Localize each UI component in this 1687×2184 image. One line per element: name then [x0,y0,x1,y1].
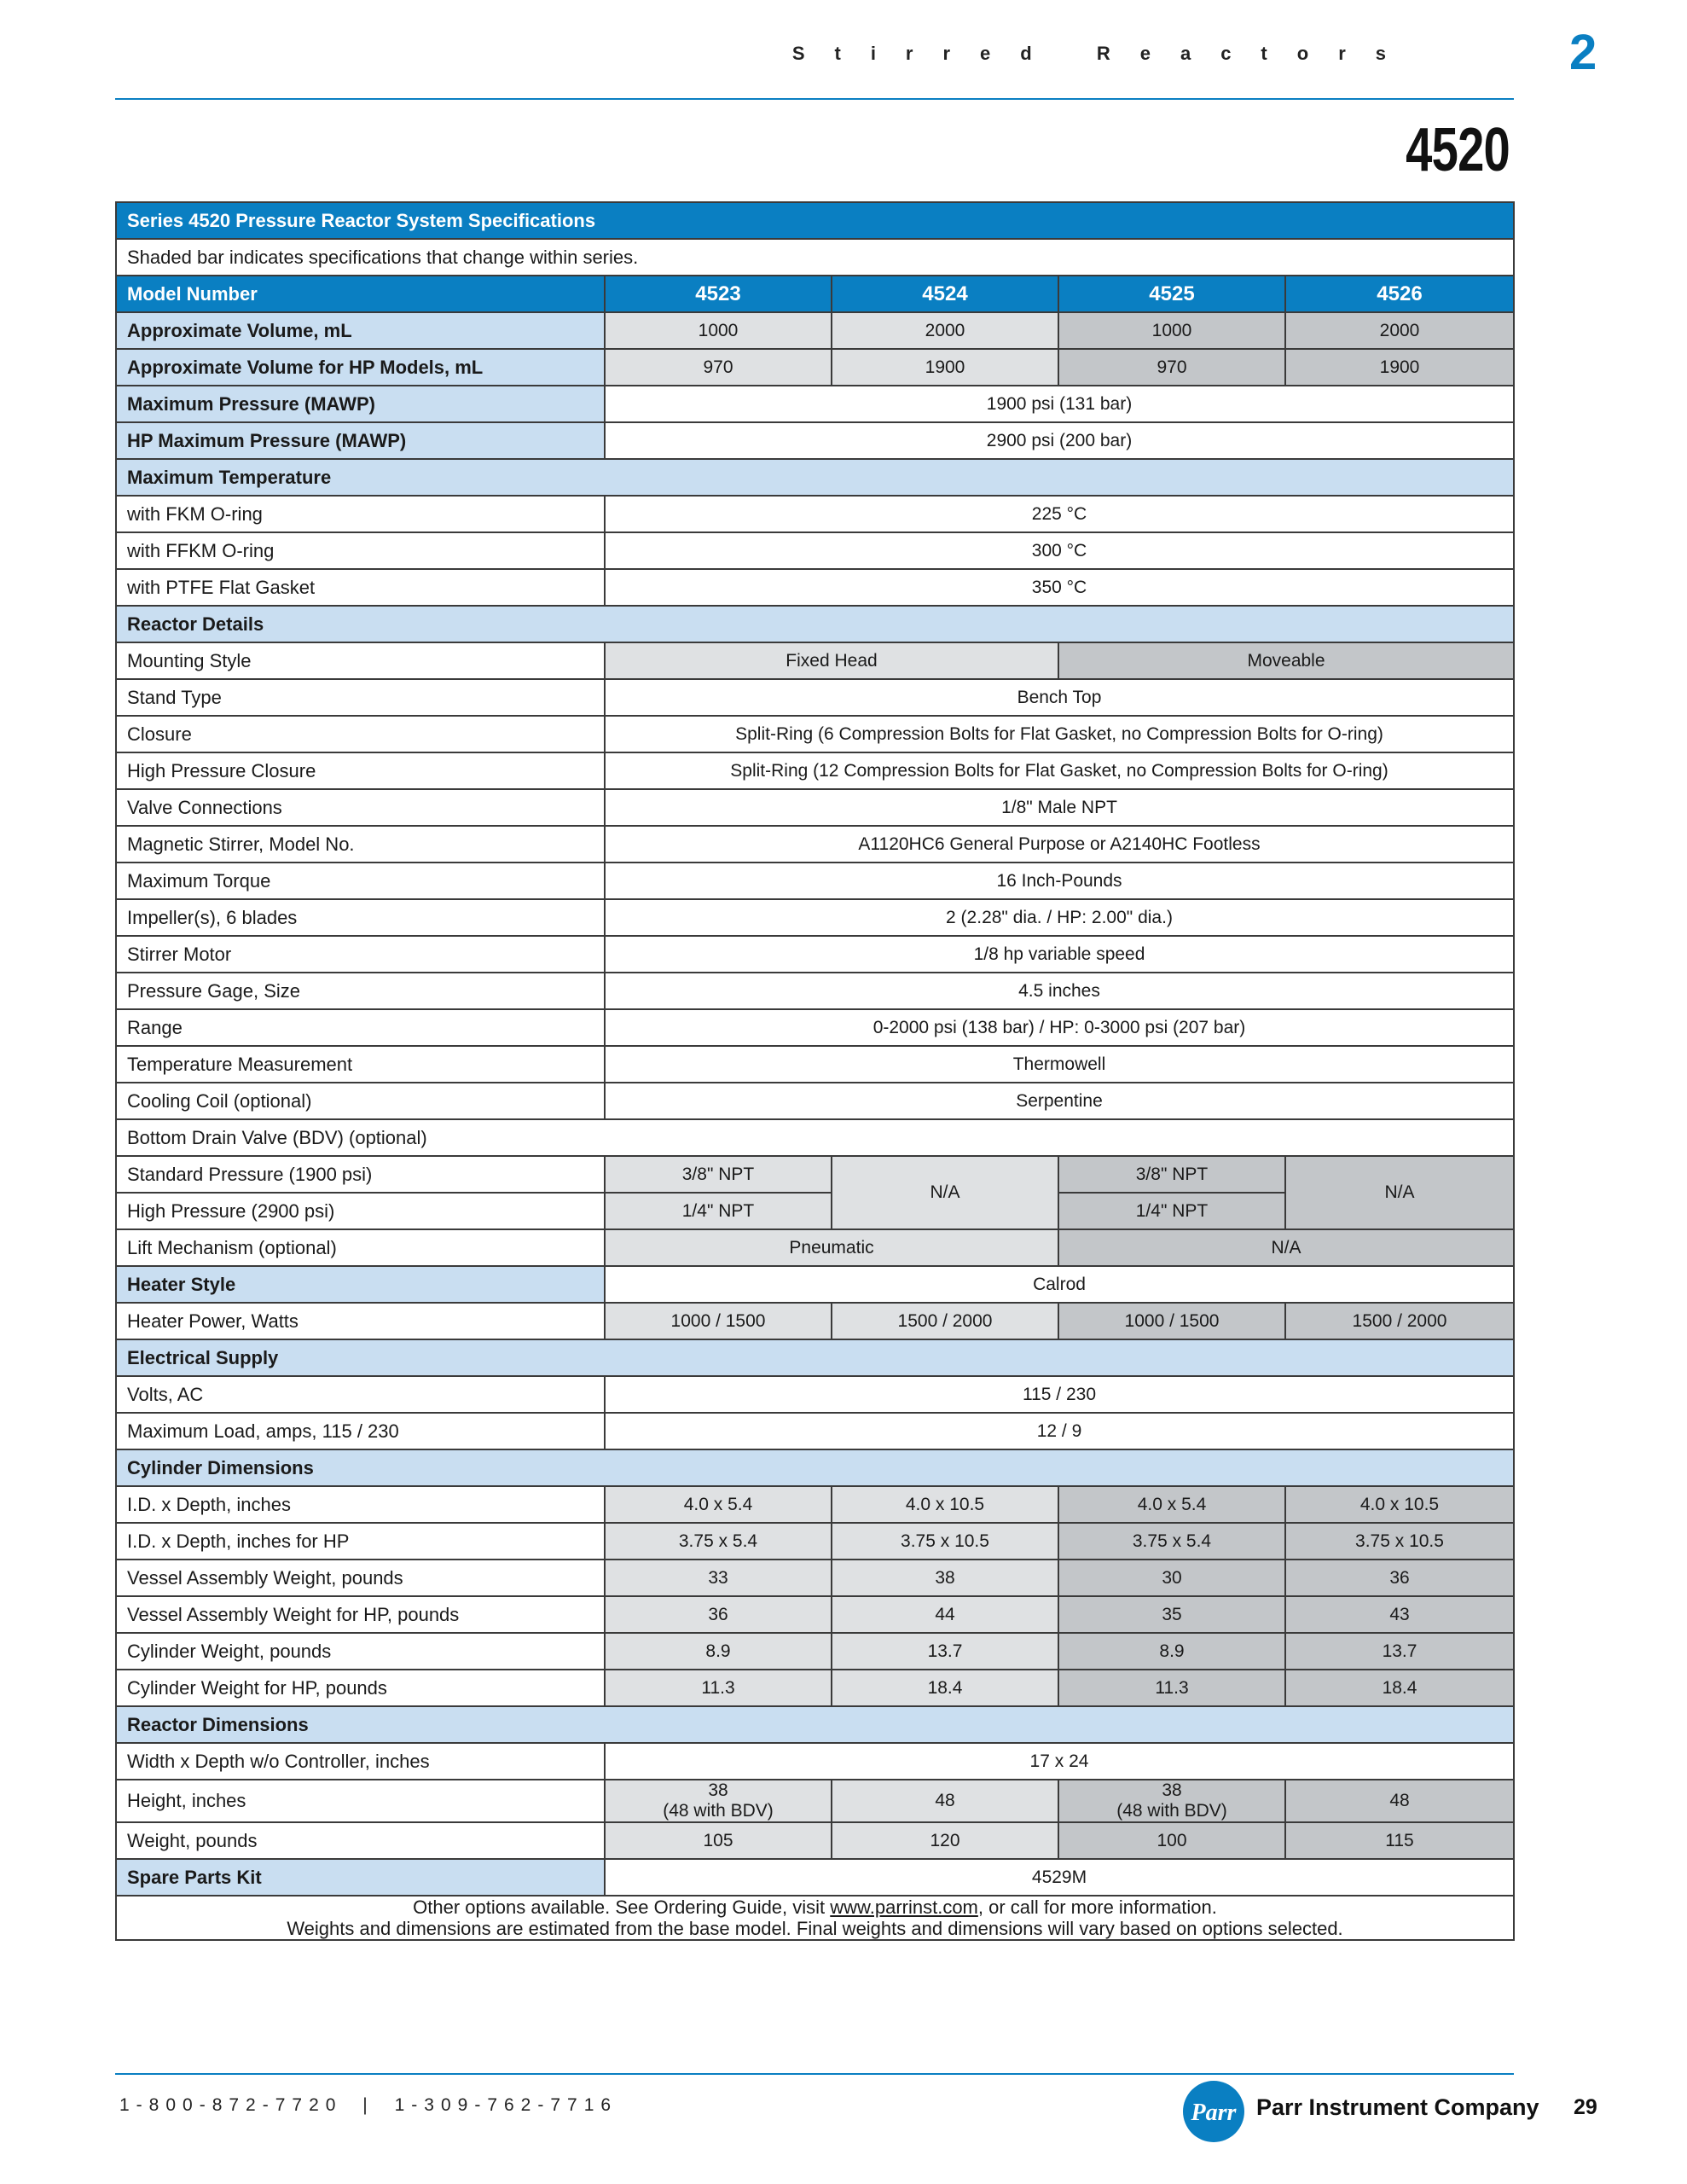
table-title-row [116,202,1514,239]
cell-value: 1000 / 1500 [1058,1303,1285,1339]
table-row [116,1046,1514,1083]
company-name: Parr Instrument Company [1256,2094,1539,2120]
cell-value: 1900 [832,349,1058,386]
cell-value: 33 [605,1560,832,1596]
table-row [116,1229,1514,1266]
row-label: Cylinder Weight for HP, pounds [116,1670,605,1706]
row-label: Lift Mechanism (optional) [116,1229,605,1266]
section-heading: Electrical Supply [116,1339,1514,1376]
cell-value: 970 [605,349,832,386]
height-sub: (48 with BDV) [1116,1801,1227,1821]
cell-value: 1000 / 1500 [605,1303,832,1339]
model-number-label: Model Number [116,276,605,312]
height-main: 38 [708,1780,728,1800]
table-row [116,789,1514,826]
table-row [116,496,1514,532]
table-row [116,422,1514,459]
cell-value: Moveable [1058,642,1514,679]
section-heading: Reactor Details [116,606,1514,642]
table-row [116,642,1514,679]
row-label: Approximate Volume, mL [116,312,605,349]
phone-number: 1-309-762-7716 [394,2095,618,2115]
table-row [116,1560,1514,1596]
table-note: Shaded bar indicates specifications that change within series. [116,239,1514,276]
cell-value: 35 [1058,1596,1285,1633]
table-row [116,752,1514,789]
footnote [116,1896,1514,1940]
cell-value: Calrod [605,1266,1514,1303]
row-label: Stirrer Motor [116,936,605,973]
phone-separator: | [362,2095,374,2115]
section-heading: Cylinder Dimensions [116,1449,1514,1486]
cell-value: 18.4 [832,1670,1058,1706]
cell-value: 4529M [605,1859,1514,1896]
cell-value: 4.0 x 5.4 [1058,1486,1285,1523]
row-label: Maximum Load, amps, 115 / 230 [116,1413,605,1449]
row-label: Volts, AC [116,1376,605,1413]
cell-value: 350 °C [605,569,1514,606]
table-row [116,1119,1514,1156]
cell-value: 3/8" NPT [605,1156,832,1193]
row-label: Bottom Drain Valve (BDV) (optional) [116,1119,1514,1156]
row-label: High Pressure Closure [116,752,605,789]
row-label: Range [116,1009,605,1046]
table-row [116,1376,1514,1413]
cell-value: 1500 / 2000 [1285,1303,1514,1339]
footnote-text: Other options available. See Ordering Guide, visit [413,1896,831,1918]
cell-value: 3.75 x 5.4 [1058,1523,1285,1560]
table-row [116,1156,1514,1193]
cell-value: N/A [1285,1156,1514,1229]
row-label: Cooling Coil (optional) [116,1083,605,1119]
row-label: Impeller(s), 6 blades [116,899,605,936]
model-series-title: 4520 [1406,116,1510,184]
phone-number: 1-800-872-7720 [119,2095,343,2115]
cell-value: 4.0 x 10.5 [1285,1486,1514,1523]
row-label: with FFKM O-ring [116,532,605,569]
cell-value: 3.75 x 10.5 [1285,1523,1514,1560]
cell-value: 8.9 [605,1633,832,1670]
footnote-row [116,1896,1514,1940]
cell-value: 13.7 [1285,1633,1514,1670]
cell-value: 1000 [1058,312,1285,349]
cell-value: 3.75 x 5.4 [605,1523,832,1560]
row-label: Temperature Measurement [116,1046,605,1083]
cell-value: 2000 [832,312,1058,349]
section-heading: Reactor Dimensions [116,1706,1514,1743]
model-4524: 4524 [832,276,1058,312]
row-label: HP Maximum Pressure (MAWP) [116,422,605,459]
row-label: Maximum Pressure (MAWP) [116,386,605,422]
cell-value: 2900 psi (200 bar) [605,422,1514,459]
cell-value [1058,1780,1285,1822]
cell-value: Fixed Head [605,642,1058,679]
table-row [116,679,1514,716]
cell-value: N/A [832,1156,1058,1229]
cell-value: 300 °C [605,532,1514,569]
cell-value: 16 Inch-Pounds [605,863,1514,899]
height-main: 38 [1162,1780,1182,1800]
cell-value: 38 [832,1560,1058,1596]
row-label: Spare Parts Kit [116,1859,605,1896]
cell-value: 8.9 [1058,1633,1285,1670]
table-row [116,1670,1514,1706]
parr-logo [1180,2077,1248,2146]
row-label: Valve Connections [116,789,605,826]
cell-value: 2 (2.28" dia. / HP: 2.00" dia.) [605,899,1514,936]
cell-value: 1900 [1285,349,1514,386]
cell-value: 36 [605,1596,832,1633]
section-row [116,1449,1514,1486]
cell-value: 115 / 230 [605,1376,1514,1413]
table-note-row [116,239,1514,276]
cell-value: 0-2000 psi (138 bar) / HP: 0-3000 psi (207 bar) [605,1009,1514,1046]
section-heading: Maximum Temperature [116,459,1514,496]
table-row [116,826,1514,863]
cell-value: 4.0 x 10.5 [832,1486,1058,1523]
row-label: High Pressure (2900 psi) [116,1193,605,1229]
table-row [116,899,1514,936]
website-link[interactable]: www.parrinst.com [830,1896,978,1918]
cell-value: 11.3 [1058,1670,1285,1706]
section-row [116,1706,1514,1743]
section-row [116,606,1514,642]
model-4523: 4523 [605,276,832,312]
chapter-number: 2 [1569,25,1597,80]
model-header-row [116,276,1514,312]
row-label: Approximate Volume for HP Models, mL [116,349,605,386]
cell-value: 44 [832,1596,1058,1633]
footer-rule [115,2073,1514,2075]
table-row [116,386,1514,422]
row-label: Maximum Torque [116,863,605,899]
row-label: Width x Depth w/o Controller, inches [116,1743,605,1780]
cell-value: 1900 psi (131 bar) [605,386,1514,422]
table-row [116,1822,1514,1859]
footnote-text: Weights and dimensions are estimated from the base model. Final weights and dimensions will vary based on options selected. [287,1918,1343,1939]
page-number: 29 [1574,2095,1597,2119]
cell-value: 48 [1285,1780,1514,1822]
cell-value: 1500 / 2000 [832,1303,1058,1339]
cell-value: 100 [1058,1822,1285,1859]
row-label: I.D. x Depth, inches [116,1486,605,1523]
table-row [116,1743,1514,1780]
table-row [116,1596,1514,1633]
cell-value: 4.5 inches [605,973,1514,1009]
cell-value: 1/4" NPT [605,1193,832,1229]
phone-numbers [119,2095,617,2116]
section-title: Stirred Reactors [791,43,1416,64]
table-row [116,973,1514,1009]
cell-value: Thermowell [605,1046,1514,1083]
cell-value: 2000 [1285,312,1514,349]
table-row [116,1523,1514,1560]
row-label: with FKM O-ring [116,496,605,532]
cell-value: Pneumatic [605,1229,1058,1266]
cell-value: 1000 [605,312,832,349]
table-row [116,716,1514,752]
cell-value [605,1780,832,1822]
cell-value: 105 [605,1822,832,1859]
row-label: Standard Pressure (1900 psi) [116,1156,605,1193]
table-row [116,1083,1514,1119]
cell-value: 12 / 9 [605,1413,1514,1449]
table-row [116,312,1514,349]
table-row [116,863,1514,899]
row-label: Vessel Assembly Weight for HP, pounds [116,1596,605,1633]
row-label: Heater Style [116,1266,605,1303]
cell-value: 13.7 [832,1633,1058,1670]
cell-value: 3/8" NPT [1058,1156,1285,1193]
cell-value: 4.0 x 5.4 [605,1486,832,1523]
height-sub: (48 with BDV) [663,1801,774,1821]
table-row [116,1859,1514,1896]
cell-value: 18.4 [1285,1670,1514,1706]
cell-value: 3.75 x 10.5 [832,1523,1058,1560]
cell-value: 36 [1285,1560,1514,1596]
row-label: Cylinder Weight, pounds [116,1633,605,1670]
table-row [116,349,1514,386]
footnote-text: , or call for more information. [977,1896,1217,1918]
cell-value: Serpentine [605,1083,1514,1119]
spec-table [115,201,1515,1941]
table-row [116,936,1514,973]
cell-value: 1/8" Male NPT [605,789,1514,826]
cell-value: Split-Ring (12 Compression Bolts for Flat Gasket, no Compression Bolts for O-ring) [605,752,1514,789]
header-rule [115,98,1514,100]
cell-value: 225 °C [605,496,1514,532]
cell-value: 1/4" NPT [1058,1193,1285,1229]
table-row [116,1009,1514,1046]
cell-value: A1120HC6 General Purpose or A2140HC Footless [605,826,1514,863]
cell-value: 11.3 [605,1670,832,1706]
row-label: Stand Type [116,679,605,716]
row-label: Height, inches [116,1780,605,1822]
row-label: Vessel Assembly Weight, pounds [116,1560,605,1596]
row-label: Weight, pounds [116,1822,605,1859]
logo-text: Parr [1191,2100,1237,2126]
row-label: with PTFE Flat Gasket [116,569,605,606]
table-row [116,1780,1514,1822]
row-label: Pressure Gage, Size [116,973,605,1009]
row-label: Mounting Style [116,642,605,679]
cell-value: 48 [832,1780,1058,1822]
table-row [116,532,1514,569]
model-4526: 4526 [1285,276,1514,312]
cell-value: Bench Top [605,679,1514,716]
table-row [116,1266,1514,1303]
table-row [116,1303,1514,1339]
cell-value: N/A [1058,1229,1514,1266]
section-row [116,459,1514,496]
cell-value: 1/8 hp variable speed [605,936,1514,973]
row-label: Closure [116,716,605,752]
section-row [116,1339,1514,1376]
table-row [116,1486,1514,1523]
model-4525: 4525 [1058,276,1285,312]
cell-value: 970 [1058,349,1285,386]
cell-value: Split-Ring (6 Compression Bolts for Flat Gasket, no Compression Bolts for O-ring) [605,716,1514,752]
table-row [116,1633,1514,1670]
row-label: Heater Power, Watts [116,1303,605,1339]
cell-value: 120 [832,1822,1058,1859]
table-row [116,569,1514,606]
table-row [116,1413,1514,1449]
row-label: Magnetic Stirrer, Model No. [116,826,605,863]
cell-value: 115 [1285,1822,1514,1859]
cell-value: 43 [1285,1596,1514,1633]
table-title: Series 4520 Pressure Reactor System Specifications [116,202,1514,239]
row-label: I.D. x Depth, inches for HP [116,1523,605,1560]
cell-value: 30 [1058,1560,1285,1596]
cell-value: 17 x 24 [605,1743,1514,1780]
